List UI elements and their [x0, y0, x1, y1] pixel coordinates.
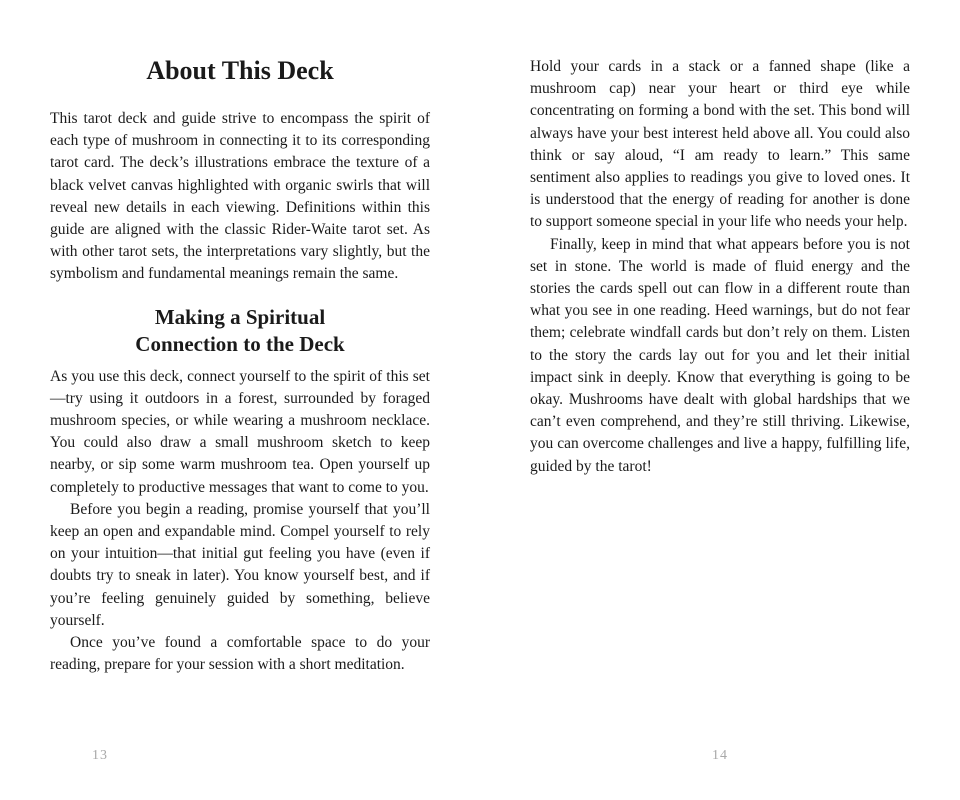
right-page: [530, 0, 910, 800]
left-page: [50, 0, 430, 800]
page-heading: About This Deck: [146, 56, 334, 85]
page-number: 13: [92, 748, 108, 763]
body-paragraph: Hold your cards in a stack or a fanned shape (like a mushroom cap) near your heart or third eye while concentrating on forming a bond with the set. This bond will always have your best interest held above all. You could also think or say aloud, “I am ready to learn.” This same sentiment also applies to readings you give to loved ones. It is understood that the energy of reading for another is done to support someone special in your life who needs your help.: [530, 58, 910, 231]
intro-paragraph: This tarot deck and guide strive to encompass the spirit of each type of mushroom in connecting it to its corresponding tarot card. The deck’s illustrations embrace the texture of a black velvet canvas highlighted with organic swirls that will reveal new details in each viewing. Definitions within this guide are aligned with the classic Rider-Waite tarot set. As with other tarot sets, the interpretations vary slightly, but the symbolism and fundamental meanings remain the same.: [50, 110, 430, 283]
section-heading: [50, 304, 430, 358]
section-heading-line-1: Making a Spiritual: [154, 304, 326, 329]
body-paragraph: As you use this deck, connect yourself to the spirit of this set—try using it outdoors in a forest, surrounded by foraged mushroom species, or while wearing a mushroom necklace. You could also draw a small mushroom sketch to keep nearby, or sip some warm mushroom tea. Open yourself up completely to productive messages that want to come to you.: [50, 367, 430, 496]
page-number: 14: [712, 748, 728, 763]
body-paragraph: Finally, keep in mind that what appears before you is not set in stone. The world is made of fluid energy and the stories the cards spell out can flow in a different route than what you see in one reading. Heed warnings, but do not fear them; celebrate windfall cards but don’t rely on them. Listen to the story the cards lay out for you and let their initial impact sink in deeply. Know that everything is going to be okay. Mushrooms have dealt with global hardships that we can’t even comprehend, and they’re still thriving. Likewise, you can overcome challenges and live a happy, fulfilling life, guided by the tarot!: [530, 235, 910, 475]
body-paragraph: Once you’ve found a comfortable space to do your reading, prepare for your session with a short meditation.: [50, 634, 430, 674]
section-heading-line-2: Connection to the Deck: [135, 331, 345, 356]
body-paragraph: Before you begin a reading, promise yourself that you’ll keep an open and expandable mind. Compel yourself to rely on your intuition—that initial gut feeling you have (even if doubts try to sneak in later). You know yourself best, and if you’re feeling genuinely guided by something, believe yourself.: [50, 500, 430, 629]
right-page-body: [530, 56, 910, 478]
